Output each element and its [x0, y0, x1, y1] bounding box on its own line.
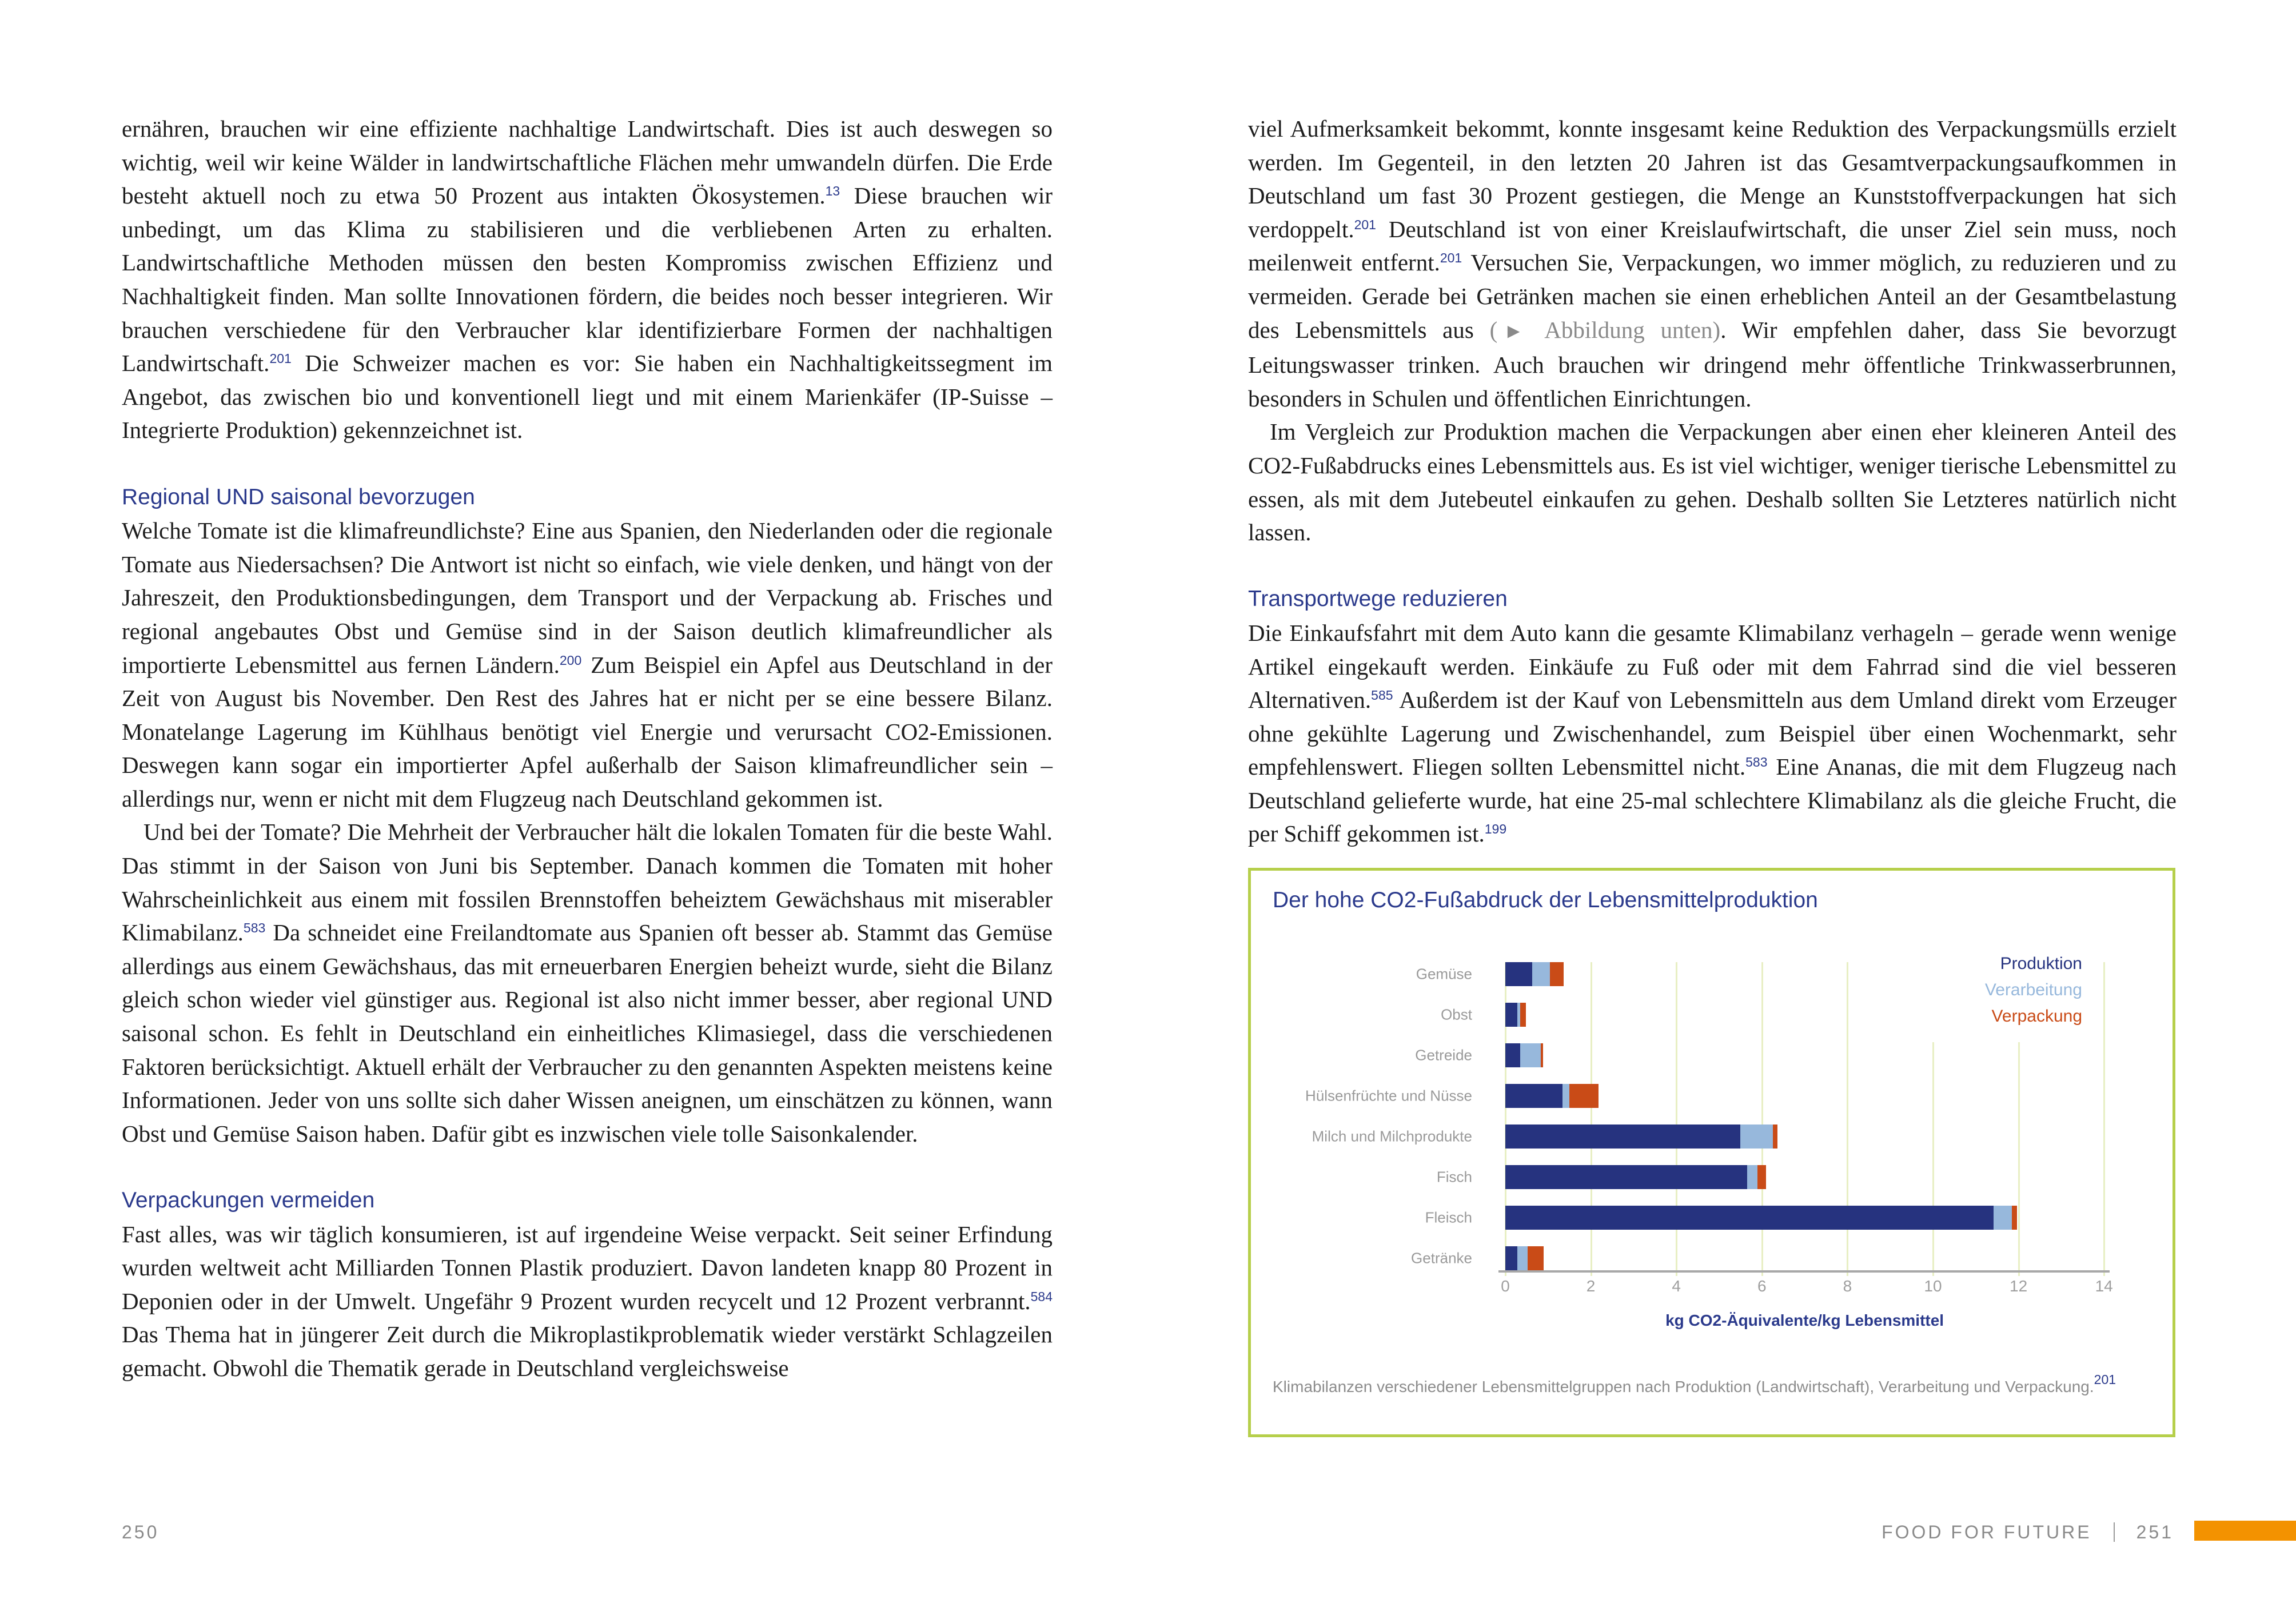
- y-category-label: Getreide: [1415, 1046, 1472, 1064]
- y-category-label: Getränke: [1411, 1249, 1472, 1267]
- bar-segment-verpackung: [1773, 1124, 1777, 1149]
- figure-caption: Klimabilanzen verschiedener Lebensmittelgruppen nach Produktion (Landwirtschaft), Verarbeitung und Verpackung.$^{201}$: [1273, 1372, 2116, 1395]
- bar-segment-verarbeitung: [1994, 1206, 2012, 1230]
- stacked-bar[interactable]: [1505, 1206, 2017, 1230]
- bar-segment-verpackung: [1520, 1003, 1526, 1027]
- gridline: [1932, 1042, 1934, 1276]
- bar-segment-verarbeitung: [1562, 1084, 1569, 1108]
- triangle-right-icon: ▶: [1497, 322, 1530, 340]
- left-page-body: [122, 112, 1053, 1385]
- y-category-label: Gemüse: [1416, 965, 1472, 983]
- x-tick-label: 8: [1843, 1277, 1852, 1295]
- chart-figure-box: [1248, 868, 2175, 1437]
- footnote-ref[interactable]: 584: [1030, 1289, 1053, 1304]
- chapter-tab-marker: [2194, 1521, 2296, 1541]
- footnote-ref[interactable]: 201: [2094, 1372, 2116, 1387]
- stacked-bar[interactable]: [1505, 962, 1564, 986]
- paragraph: Im Vergleich zur Produktion machen die Verpackungen aber einen eher kleineren Anteil des CO2-Fußabdrucks eines Lebensmittels aus. Es ist viel wichtiger, weniger tierische Lebensmittel zu essen, als mit dem Jutebeutel einkaufen zu gehen. Deshalb sollten Sie Letzteres natürlich nicht lassen.: [1248, 418, 2177, 546]
- bar-segment-produktion: [1505, 1124, 1740, 1149]
- bar-segment-verarbeitung: [1747, 1165, 1758, 1189]
- paragraph: Die Einkaufsfahrt mit dem Auto kann die gesamte Klimabilanz verhageln – gerade wenn wenige Artikel eingekauft werden. Einkäufe zu Fuß oder mit dem Fahrrad sind die viel besseren Alternativen.$^{585}$ Außerdem ist der Kauf von Lebensmitteln aus dem Umland direkt vom Erzeuger ohne gekühlte Lagerung und Zwischenhandel, zum Beispiel über einen Wochenmarkt, sehr empfehlenswert. Fliegen sollten Lebensmittel nicht.$^{583}$ Eine Ananas, die mit dem Flugzeug nach Deutschland gelieferte wurde, hat eine 25-mal schlechtere Klimabilanz als die gleiche Frucht, die per Schiff gekommen ist.$^{199}$: [1248, 619, 2177, 847]
- x-tick-label: 4: [1672, 1277, 1681, 1295]
- paragraph: Fast alles, was wir täglich konsumieren, ist auf irgendeine Weise verpackt. Seit seiner Erfindung wurden weltweit acht Milliarden Tonnen Plastik produziert. Davon landeten knapp 80 Prozent in Deponien oder in der Umwelt. Ungefähr 9 Prozent wurden recycelt und 12 Prozent verbrannt.$^{584}$ Das Thema hat in jüngerer Zeit durch die Mikroplastikproblematik wieder verstärkt Schlagzeilen gemacht. Obwohl die Thematik gerade in Deutschland vergleichsweise: [122, 1221, 1053, 1381]
- bar-segment-verarbeitung: [1740, 1124, 1773, 1149]
- x-tick-label: 12: [2010, 1277, 2028, 1295]
- y-category-label: Fleisch: [1425, 1209, 1472, 1226]
- x-tick-label: 0: [1501, 1277, 1510, 1295]
- running-title: FOOD FOR FUTURE: [1882, 1522, 2092, 1542]
- footnote-ref[interactable]: 583: [1745, 755, 1768, 770]
- y-category-label: Hülsenfrüchte und Nüsse: [1305, 1087, 1472, 1104]
- bar-segment-produktion: [1505, 962, 1532, 986]
- stacked-bar[interactable]: [1505, 1043, 1543, 1067]
- x-tick-label: 6: [1757, 1277, 1767, 1295]
- bar-segment-verpackung: [1541, 1043, 1543, 1067]
- bar-segment-verpackung: [1550, 962, 1564, 986]
- bar-segment-produktion: [1505, 1084, 1562, 1108]
- stacked-bar[interactable]: [1505, 1124, 1777, 1149]
- paragraph: Und bei der Tomate? Die Mehrheit der Verbraucher hält die lokalen Tomaten für die beste Wahl. Das stimmt in der Saison von Juni bis September. Danach kommen die Tomaten mit hoher Wahrscheinlichkeit aus einem mit fossilen Brennstoffen beheiztem Gewächshaus mit miserabler Klimabilanz.$^{583}$ Da schneidet eine Freilandtomate aus Spanien oft besser ab. Stammt das Gemüse allerdings aus einem Gewächshaus, das mit erneuerbaren Energien beheizt wurde, sieht die Bilanz gleich schon wieder viel günstiger aus. Regional ist also nicht immer besser, aber regional UND saisonal schon. Es fehlt in Deutschland ein einheitliches Klimasiegel, dass die verschiedenen Faktoren berücksichtigt. Aktuell erhält der Verbraucher zu den genannten Aspekten meistens keine Informationen. Jeder von uns sollte sich daher Wissen aneignen, um einschätzen zu können, wann Obst und Gemüse Saison haben. Dafür gibt es inzwischen viele tolle Saisonkalender.: [122, 819, 1053, 1147]
- footnote-ref[interactable]: 200: [559, 652, 582, 668]
- x-axis-line: [1498, 1270, 2110, 1273]
- x-tick-label: 10: [1924, 1277, 1942, 1295]
- legend-verpackung: Verpackung: [1991, 1007, 2082, 1026]
- paragraph: viel Aufmerksamkeit bekommt, konnte insgesamt keine Reduktion des Verpackungsmülls erzielt werden. Im Gegenteil, in den letzten 20 Jahren ist das Gesamtverpackungsaufkommen in Deutschland um fast 30 Prozent gestiegen, die Menge an Kunststoffverpackungen hat sich verdoppelt.$^{201}$ Deutschland ist von einer Kreislaufwirtschaft, die unser Ziel sein muss, noch meilenweit entfernt.$^{201}$ Versuchen Sie, Verpackungen, wo immer möglich, zu reduzieren und zu vermeiden. Gerade bei Getränken machen sie einen erheblichen Anteil an der Gesamtbelastung des Lebensmittels aus (▶ Abbildung unten). Wir empfehlen daher, dass Sie bevorzugt Leitungswasser trinken. Auch brauchen wir dringend mehr öffentliche Trinkwasserbrunnen, besonders in Schulen und öffentlichen Einrichtungen.: [1248, 115, 2177, 412]
- bar-segment-verpackung: [2012, 1206, 2016, 1230]
- footnote-ref[interactable]: 201: [269, 351, 292, 366]
- footer-divider: [2114, 1522, 2115, 1542]
- section-heading-transport: Transportwege reduzieren: [1248, 587, 1508, 612]
- bar-segment-produktion: [1505, 1043, 1520, 1067]
- x-tick-label: 2: [1586, 1277, 1596, 1295]
- gridline: [2103, 962, 2105, 1276]
- stacked-bar[interactable]: [1505, 1003, 1526, 1027]
- footnote-ref[interactable]: 199: [1484, 822, 1507, 837]
- y-category-label: Obst: [1441, 1006, 1472, 1023]
- bar-segment-produktion: [1505, 1003, 1517, 1027]
- footnote-ref[interactable]: 583: [243, 920, 266, 936]
- right-page-body: [1248, 112, 2177, 851]
- y-category-label: Fisch: [1436, 1168, 1472, 1186]
- footnote-ref[interactable]: 585: [1371, 688, 1393, 703]
- bar-segment-verarbeitung: [1517, 1246, 1528, 1270]
- stacked-bar[interactable]: [1505, 1246, 1544, 1270]
- bar-segment-produktion: [1505, 1246, 1517, 1270]
- paragraph: ernähren, brauchen wir eine effiziente nachhaltige Landwirtschaft. Dies ist auch deswegen so wichtig, weil wir keine Wälder in landwirtschaftliche Flächen mehr umwandeln dürfen. Die Erde besteht aktuell noch zu etwa 50 Prozent aus intakten Ökosystemen.$^{13}$ Diese brauchen wir unbedingt, um das Klima zu stabilisieren und die verbliebenen Arten zu erhalten. Landwirtschaftliche Methoden müssen den besten Kompromiss zwischen Effizienz und Nachhaltigkeit finden. Man sollte Innovationen fördern, die beides noch besser integrieren. Wir brauchen verschiedene für den Verbraucher klar identifizierbare Formen der nachhaltigen Landwirtschaft.$^{201}$ Die Schweizer machen es vor: Sie haben ein Nachhaltigkeitssegment im Angebot, das zwischen bio und konventionell liegt und mit einem Marienkäfer (IP-Suisse – Integrierte Produktion) gekennzeichnet ist.: [122, 115, 1053, 444]
- bar-segment-verarbeitung: [1532, 962, 1550, 986]
- bar-segment-verpackung: [1569, 1084, 1599, 1108]
- bar-segment-verarbeitung: [1520, 1043, 1541, 1067]
- gridline: [2018, 1042, 2020, 1276]
- y-category-label: Milch und Milchprodukte: [1312, 1127, 1472, 1145]
- legend-verarbeitung: Verarbeitung: [1984, 980, 2082, 999]
- figure-reference-link[interactable]: (▶ Abbildung unten): [1489, 316, 1721, 343]
- bar-segment-produktion: [1505, 1165, 1747, 1189]
- running-footer-right: [1882, 1522, 2174, 1543]
- chart-legend: [1985, 951, 2082, 1030]
- paragraph: Welche Tomate ist die klimafreundlichste? Eine aus Spanien, den Niederlanden oder die regionale Tomate aus Niedersachsen? Die Antwort ist nicht so einfach, wie viele denken, und hängt von der Jahreszeit, den Produktionsbedingungen, dem Transport und der Verpackung ab. Frisches und regional angebautes Obst und Gemüse sind in der Saison deutlich klimafreundlicher als importierte Lebensmittel aus fernen Ländern.$^{200}$ Zum Beispiel ein Apfel aus Deutschland in der Zeit von August bis November. Den Rest des Jahres hat er nicht per se eine bessere Bilanz. Monatelange Lagerung im Kühlhaus benötigt viel Energie und verursacht CO2-Emissionen. Deswegen kann sogar ein importierter Apfel außerhalb der Saison klimafreundlicher sein – allerdings nur, wenn er nicht mit dem Flugzeug nach Deutschland gekommen ist.: [122, 517, 1053, 812]
- stacked-bar[interactable]: [1505, 1084, 1599, 1108]
- footnote-ref[interactable]: 201: [1354, 217, 1376, 232]
- x-tick-label: 14: [2095, 1277, 2113, 1295]
- x-axis-title: kg CO2-Äquivalente/kg Lebensmittel: [1665, 1311, 1944, 1329]
- bar-segment-verpackung: [1757, 1165, 1766, 1189]
- legend-produktion: Produktion: [2000, 954, 2082, 973]
- section-heading-regional: Regional UND saisonal bevorzugen: [122, 484, 475, 509]
- page-number-right: 251: [2136, 1522, 2174, 1542]
- stacked-bar[interactable]: [1505, 1165, 1766, 1189]
- bar-segment-verpackung: [1528, 1246, 1544, 1270]
- footnote-ref[interactable]: 13: [825, 184, 840, 199]
- page-number-left: 250: [122, 1522, 160, 1542]
- section-heading-packaging: Verpackungen vermeiden: [122, 1188, 375, 1213]
- bar-segment-produktion: [1505, 1206, 1994, 1230]
- chart-title: Der hohe CO2-Fußabdruck der Lebensmittelproduktion: [1273, 888, 1818, 912]
- footnote-ref[interactable]: 201: [1440, 250, 1462, 266]
